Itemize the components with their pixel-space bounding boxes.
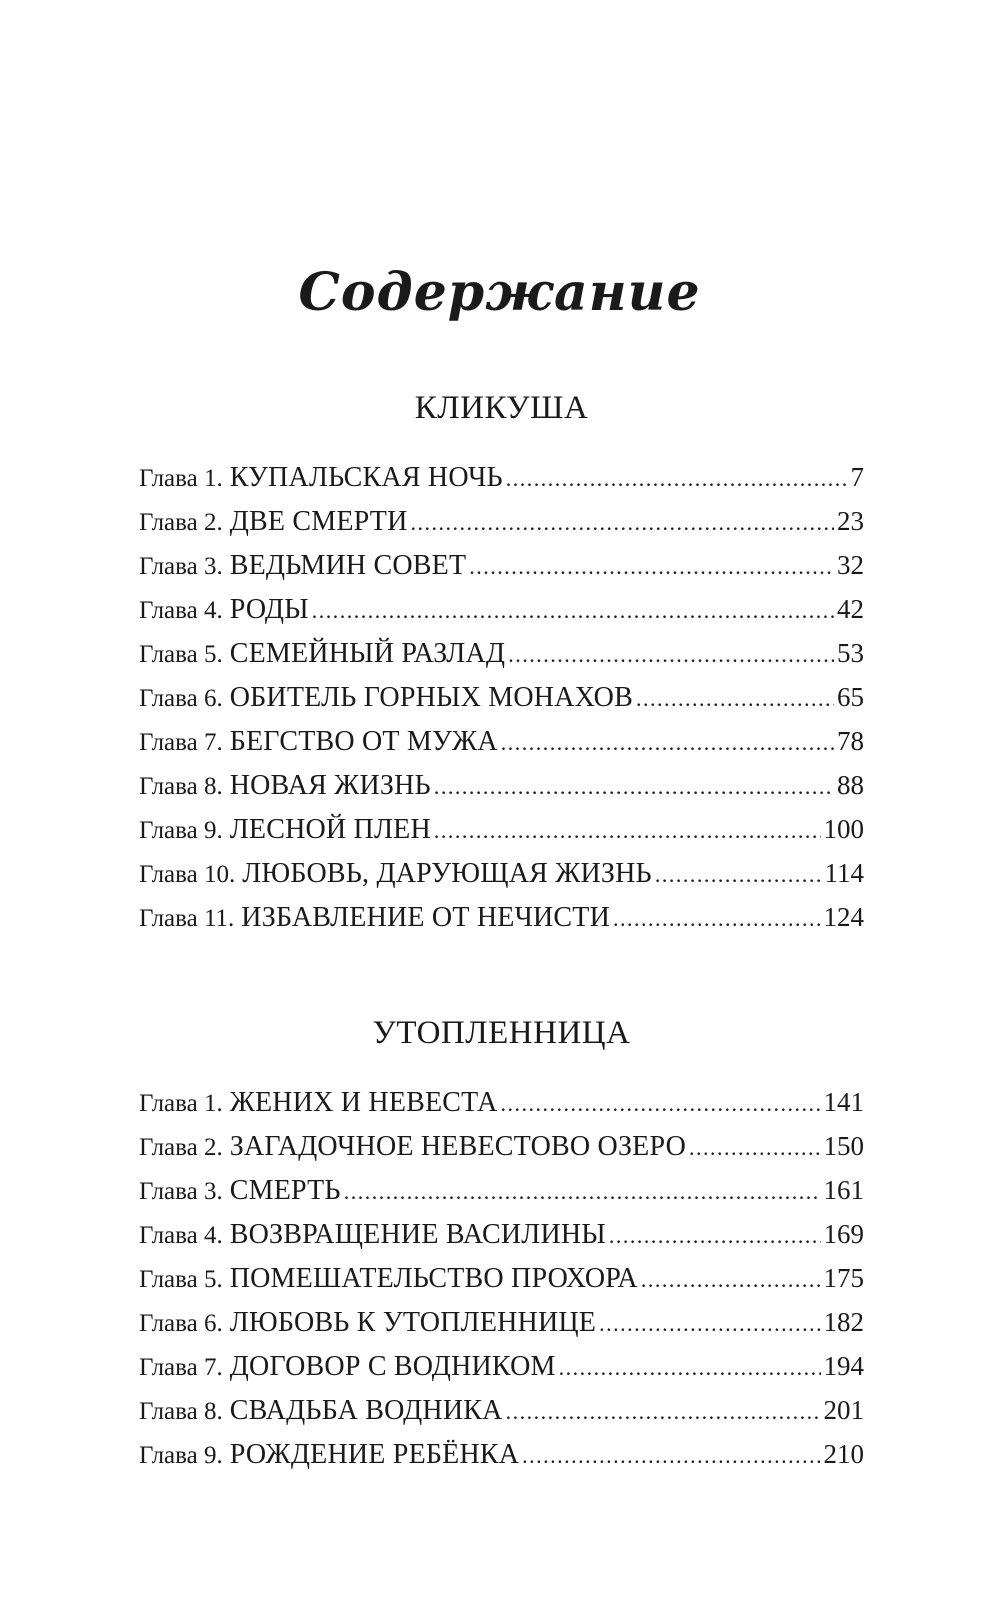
toc-chapter-title: ЛЕСНОЙ ПЛЕН: [229, 814, 431, 845]
toc-entry[interactable]: [139, 631, 864, 675]
toc-chapter-number: Глава 6.: [139, 685, 223, 712]
toc-entry[interactable]: [139, 1168, 864, 1212]
toc-entry[interactable]: [139, 499, 864, 543]
toc-chapter-number: Глава 10.: [139, 861, 236, 888]
toc-entry-label: [139, 720, 498, 765]
toc-page-number: 201: [823, 1395, 864, 1425]
toc-chapter-number: Глава 5.: [139, 641, 223, 668]
toc-entry-label: [139, 1257, 638, 1302]
toc-entry-label: [139, 896, 610, 941]
toc-chapter-number: Глава 1.: [139, 1090, 223, 1117]
toc-entry-label: [139, 588, 309, 633]
toc-entry[interactable]: [139, 1256, 864, 1300]
toc-entry-label: [139, 1213, 606, 1258]
dot-leader: [613, 897, 821, 941]
dot-leader: [559, 1346, 821, 1390]
toc-entry[interactable]: [139, 763, 864, 807]
toc-entry[interactable]: [139, 1124, 864, 1168]
toc-chapter-title: ИЗБАВЛЕНИЕ ОТ НЕЧИСТИ: [241, 902, 610, 933]
dot-leader: [506, 457, 848, 501]
toc-chapter-title: НОВАЯ ЖИЗНЬ: [229, 770, 431, 801]
toc-page-number: 124: [823, 902, 864, 932]
toc-chapter-title: ЛЮБОВЬ, ДАРУЮЩАЯ ЖИЗНЬ: [242, 858, 652, 889]
dot-leader: [609, 1214, 821, 1258]
toc-entry-label: [139, 544, 466, 589]
dot-leader: [636, 677, 834, 721]
toc-entry[interactable]: [139, 675, 864, 719]
toc-page-number: 169: [823, 1219, 864, 1249]
toc-entry[interactable]: [139, 1212, 864, 1256]
toc-entry-label: [139, 1125, 686, 1170]
toc-chapter-number: Глава 4.: [139, 1222, 223, 1249]
toc-page-number: 78: [837, 726, 864, 756]
toc-entry[interactable]: [139, 1344, 864, 1388]
toc-entry-label: [139, 1345, 556, 1390]
toc-entry-label: [139, 1433, 519, 1478]
toc-chapter-number: Глава 11.: [139, 905, 235, 932]
toc-chapter-number: Глава 9.: [139, 817, 223, 844]
toc-entry-label: [139, 1169, 341, 1214]
dot-leader: [599, 1302, 820, 1346]
toc-page-number: 175: [823, 1263, 864, 1293]
toc-chapter-number: Глава 3.: [139, 553, 223, 580]
toc-page-number: 100: [823, 814, 864, 844]
toc-chapter-number: Глава 1.: [139, 465, 223, 492]
toc-chapter-title: РОЖДЕНИЕ РЕБЁНКА: [229, 1439, 520, 1470]
dot-leader: [689, 1126, 820, 1170]
toc-chapter-title: ВЕДЬМИН СОВЕТ: [229, 550, 467, 581]
dot-leader: [506, 1390, 821, 1434]
toc-chapter-number: Глава 6.: [139, 1310, 223, 1337]
toc-page-number: 141: [823, 1087, 864, 1117]
toc-entry[interactable]: [139, 1080, 864, 1124]
toc-chapter-title: СВАДЬБА ВОДНИКА: [229, 1395, 503, 1426]
toc-chapter-title: ЗАГАДОЧНОЕ НЕВЕСТОВО ОЗЕРО: [229, 1131, 687, 1162]
dot-leader: [508, 633, 834, 677]
section-title: КЛИКУША: [414, 390, 589, 426]
dot-leader: [434, 809, 821, 853]
toc-page-number: 42: [837, 594, 864, 624]
toc-entry-label: [139, 764, 431, 809]
dot-leader: [522, 1434, 820, 1478]
dot-leader: [641, 1258, 821, 1302]
toc-entry-label: [139, 456, 503, 501]
toc-entry-label: [139, 1301, 596, 1346]
toc-chapter-title: КУПАЛЬСКАЯ НОЧЬ: [229, 462, 503, 493]
section-title: УТОПЛЕННИЦА: [372, 1015, 631, 1051]
toc-entry-label: [139, 808, 431, 853]
toc-chapter-title: ПОМЕШАТЕЛЬСТВО ПРОХОРА: [229, 1263, 638, 1294]
dot-leader: [469, 545, 834, 589]
toc-entry[interactable]: [139, 719, 864, 763]
dot-leader: [312, 589, 834, 633]
toc-page-number: 182: [823, 1307, 864, 1337]
toc-chapter-title: ЛЮБОВЬ К УТОПЛЕННИЦЕ: [229, 1307, 597, 1338]
toc-page-number: 53: [837, 638, 864, 668]
page-title: Содержание: [298, 261, 701, 323]
toc-entry-label: [139, 1389, 503, 1434]
toc-entry[interactable]: [139, 587, 864, 631]
dot-leader: [411, 501, 834, 545]
toc-chapter-title: ДОГОВОР С ВОДНИКОМ: [229, 1351, 556, 1382]
dot-leader: [655, 853, 822, 897]
toc-chapter-number: Глава 9.: [139, 1442, 223, 1469]
toc-chapter-number: Глава 5.: [139, 1266, 223, 1293]
dot-leader: [501, 721, 834, 765]
toc-entry[interactable]: [139, 851, 864, 895]
toc-chapter-title: ОБИТЕЛЬ ГОРНЫХ МОНАХОВ: [229, 682, 633, 713]
toc-entry[interactable]: [139, 1300, 864, 1344]
toc-entry[interactable]: [139, 807, 864, 851]
toc-entry[interactable]: [139, 543, 864, 587]
toc-page-number: 150: [823, 1131, 864, 1161]
toc-chapter-title: ДВЕ СМЕРТИ: [229, 506, 408, 537]
toc-page-number: 161: [823, 1175, 864, 1205]
toc-list: [139, 455, 864, 939]
toc-chapter-number: Глава 4.: [139, 597, 223, 624]
toc-page-number: 210: [823, 1439, 864, 1469]
toc-chapter-number: Глава 2.: [139, 509, 223, 536]
toc-chapter-title: ВОЗВРАЩЕНИЕ ВАСИЛИНЫ: [229, 1219, 606, 1250]
toc-chapter-number: Глава 7.: [139, 1354, 223, 1381]
toc-chapter-number: Глава 7.: [139, 729, 223, 756]
toc-chapter-number: Глава 8.: [139, 1398, 223, 1425]
toc-entry-label: [139, 676, 633, 721]
toc-entry[interactable]: [139, 455, 864, 499]
toc-chapter-title: ЖЕНИХ И НЕВЕСТА: [229, 1087, 498, 1118]
toc-page-number: 7: [850, 462, 864, 492]
toc-chapter-number: Глава 8.: [139, 773, 223, 800]
dot-leader: [344, 1170, 821, 1214]
toc-list: [139, 1080, 864, 1476]
toc-page-number: 114: [824, 858, 864, 888]
toc-entry-label: [139, 500, 408, 545]
toc-chapter-number: Глава 2.: [139, 1134, 223, 1161]
toc-page-number: 65: [837, 682, 864, 712]
toc-entry-label: [139, 632, 505, 677]
toc-entry-label: [139, 1081, 498, 1126]
dot-leader: [434, 765, 834, 809]
toc-chapter-title: СЕМЕЙНЫЙ РАЗЛАД: [229, 638, 506, 669]
toc-entry[interactable]: [139, 895, 864, 939]
toc-chapter-title: СМЕРТЬ: [229, 1175, 341, 1206]
toc-chapter-number: Глава 3.: [139, 1178, 223, 1205]
toc-page-number: 23: [837, 506, 864, 536]
toc-page-number: 194: [823, 1351, 864, 1381]
toc-page-number: 88: [837, 770, 864, 800]
dot-leader: [501, 1082, 821, 1126]
section-utoplennitsa: [139, 1017, 864, 1476]
toc-entry-label: [139, 852, 652, 897]
toc-chapter-title: РОДЫ: [229, 594, 309, 625]
section-klikusha: [139, 392, 864, 939]
toc-entry[interactable]: [139, 1388, 864, 1432]
toc-page-number: 32: [837, 550, 864, 580]
toc-entry[interactable]: [139, 1432, 864, 1476]
toc-chapter-title: БЕГСТВО ОТ МУЖА: [229, 726, 498, 757]
